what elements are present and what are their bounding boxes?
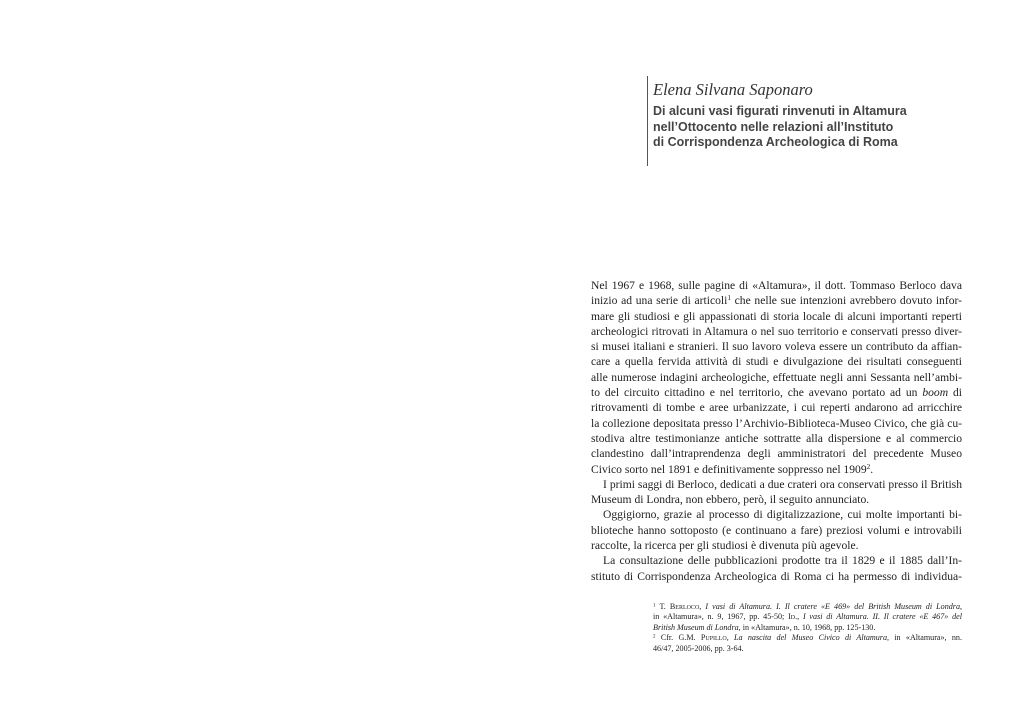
footnote-2: $^2$ Cfr. G.M. Pupillo, La nascita del Museo Civico di Altamura, in «Altamura», nn. bbox=[653, 633, 962, 643]
body-line: ritrovamenti di tombe e aree urbanizzate, i cui reperti andarono ad arricchire bbox=[591, 401, 962, 415]
title-line: Di alcuni vasi figurati rinvenuti in Altamura bbox=[653, 104, 907, 118]
footnote-1-line: British Museum di Londra, in «Altamura», n. 10, 1968, pp. 125-130. bbox=[653, 622, 876, 632]
body-line: si musei italiani e stranieri. Il suo lavoro voleva essere un contributo da affian- bbox=[591, 340, 962, 354]
author-name: Elena Silvana Saponaro bbox=[653, 80, 813, 99]
body-line: stituto di Corrispondenza Archeologica di Roma ci ha permesso di individua- bbox=[591, 569, 962, 583]
footnote-number: 2 bbox=[653, 634, 656, 640]
body-line: Oggigiorno, grazie al processo di digitalizzazione, cui molte importanti bi- bbox=[603, 508, 962, 522]
body-line: I primi saggi di Berloco, dedicati a due crateri ora conservati presso il British bbox=[603, 477, 962, 491]
article-title bbox=[653, 104, 973, 151]
body-line: clandestino dall’intraprendenza degli amministratori del precedente Museo bbox=[591, 447, 962, 461]
footnote-2-line: 46/47, 2005-2006, pp. 3-64. bbox=[653, 643, 744, 653]
footnote-number: 1 bbox=[653, 603, 656, 609]
body-text bbox=[591, 278, 962, 584]
body-line: Nel 1967 e 1968, sulle pagine di «Altamura», il dott. Tommaso Berloco dava bbox=[591, 279, 962, 292]
footnote-1-line: in «Altamura», n. 9, 1967, pp. 45-50; Id., I vasi di Altamura. II. Il cratere «E 467» del bbox=[653, 612, 962, 622]
title-line: di Corrispondenza Archeologica di Roma bbox=[653, 135, 898, 149]
body-line: la collezione depositata presso l’Archivio-Biblioteca-Museo Civico, che già cu- bbox=[591, 416, 962, 430]
body-line: stodiva altre testimonianze antiche sottratte alla dispersione e al commercio bbox=[591, 431, 962, 445]
body-line: blioteche hanno sottoposto (e continuano a fare) preziosi volumi e introvabili bbox=[591, 523, 962, 537]
body-line: care a quella fervida attività di studi e divulgazione dei risultati conseguenti bbox=[591, 355, 962, 369]
body-line: archeologici ritrovati in Altamura o nel suo territorio e conservati presso diver- bbox=[591, 324, 962, 338]
footnote-1: $^1$ T. Berloco, I vasi di Altamura. I. Il cratere «E 469» del British Museum di Londra, bbox=[653, 602, 963, 611]
body-line: inizio ad una serie di articoli$^1$ che nelle sue intenzioni avrebbero dovuto infor- bbox=[591, 294, 962, 308]
footnote-ref: 1 bbox=[727, 294, 731, 303]
body-line: La consultazione delle pubblicazioni prodotte tra il 1829 e il 1885 dall’In- bbox=[603, 554, 962, 568]
body-line: raccolte, la ricerca per gli studiosi è divenuta più agevole. bbox=[591, 539, 859, 553]
footnotes bbox=[653, 602, 962, 654]
body-line: to del circuito cittadino e nel territorio, che avevano portato ad un boom di bbox=[591, 386, 962, 400]
body-line: mare gli studiosi e gli appassionati di storia locale di alcuni importanti reperti bbox=[591, 309, 962, 323]
body-line: alle numerose indagini archeologiche, effettuate negli anni Sessanta nell’ambi- bbox=[591, 370, 962, 384]
body-line: Museum di Londra, non ebbero, però, il seguito annunciato. bbox=[591, 493, 870, 507]
footnote-ref: 2 bbox=[866, 462, 871, 471]
header-rule bbox=[647, 76, 648, 166]
body-line: Civico sorto nel 1891 e definitivamente soppresso nel 1909$^2$. bbox=[591, 462, 874, 476]
title-line: nell’Ottocento nelle relazioni all’Instituto bbox=[653, 119, 894, 134]
